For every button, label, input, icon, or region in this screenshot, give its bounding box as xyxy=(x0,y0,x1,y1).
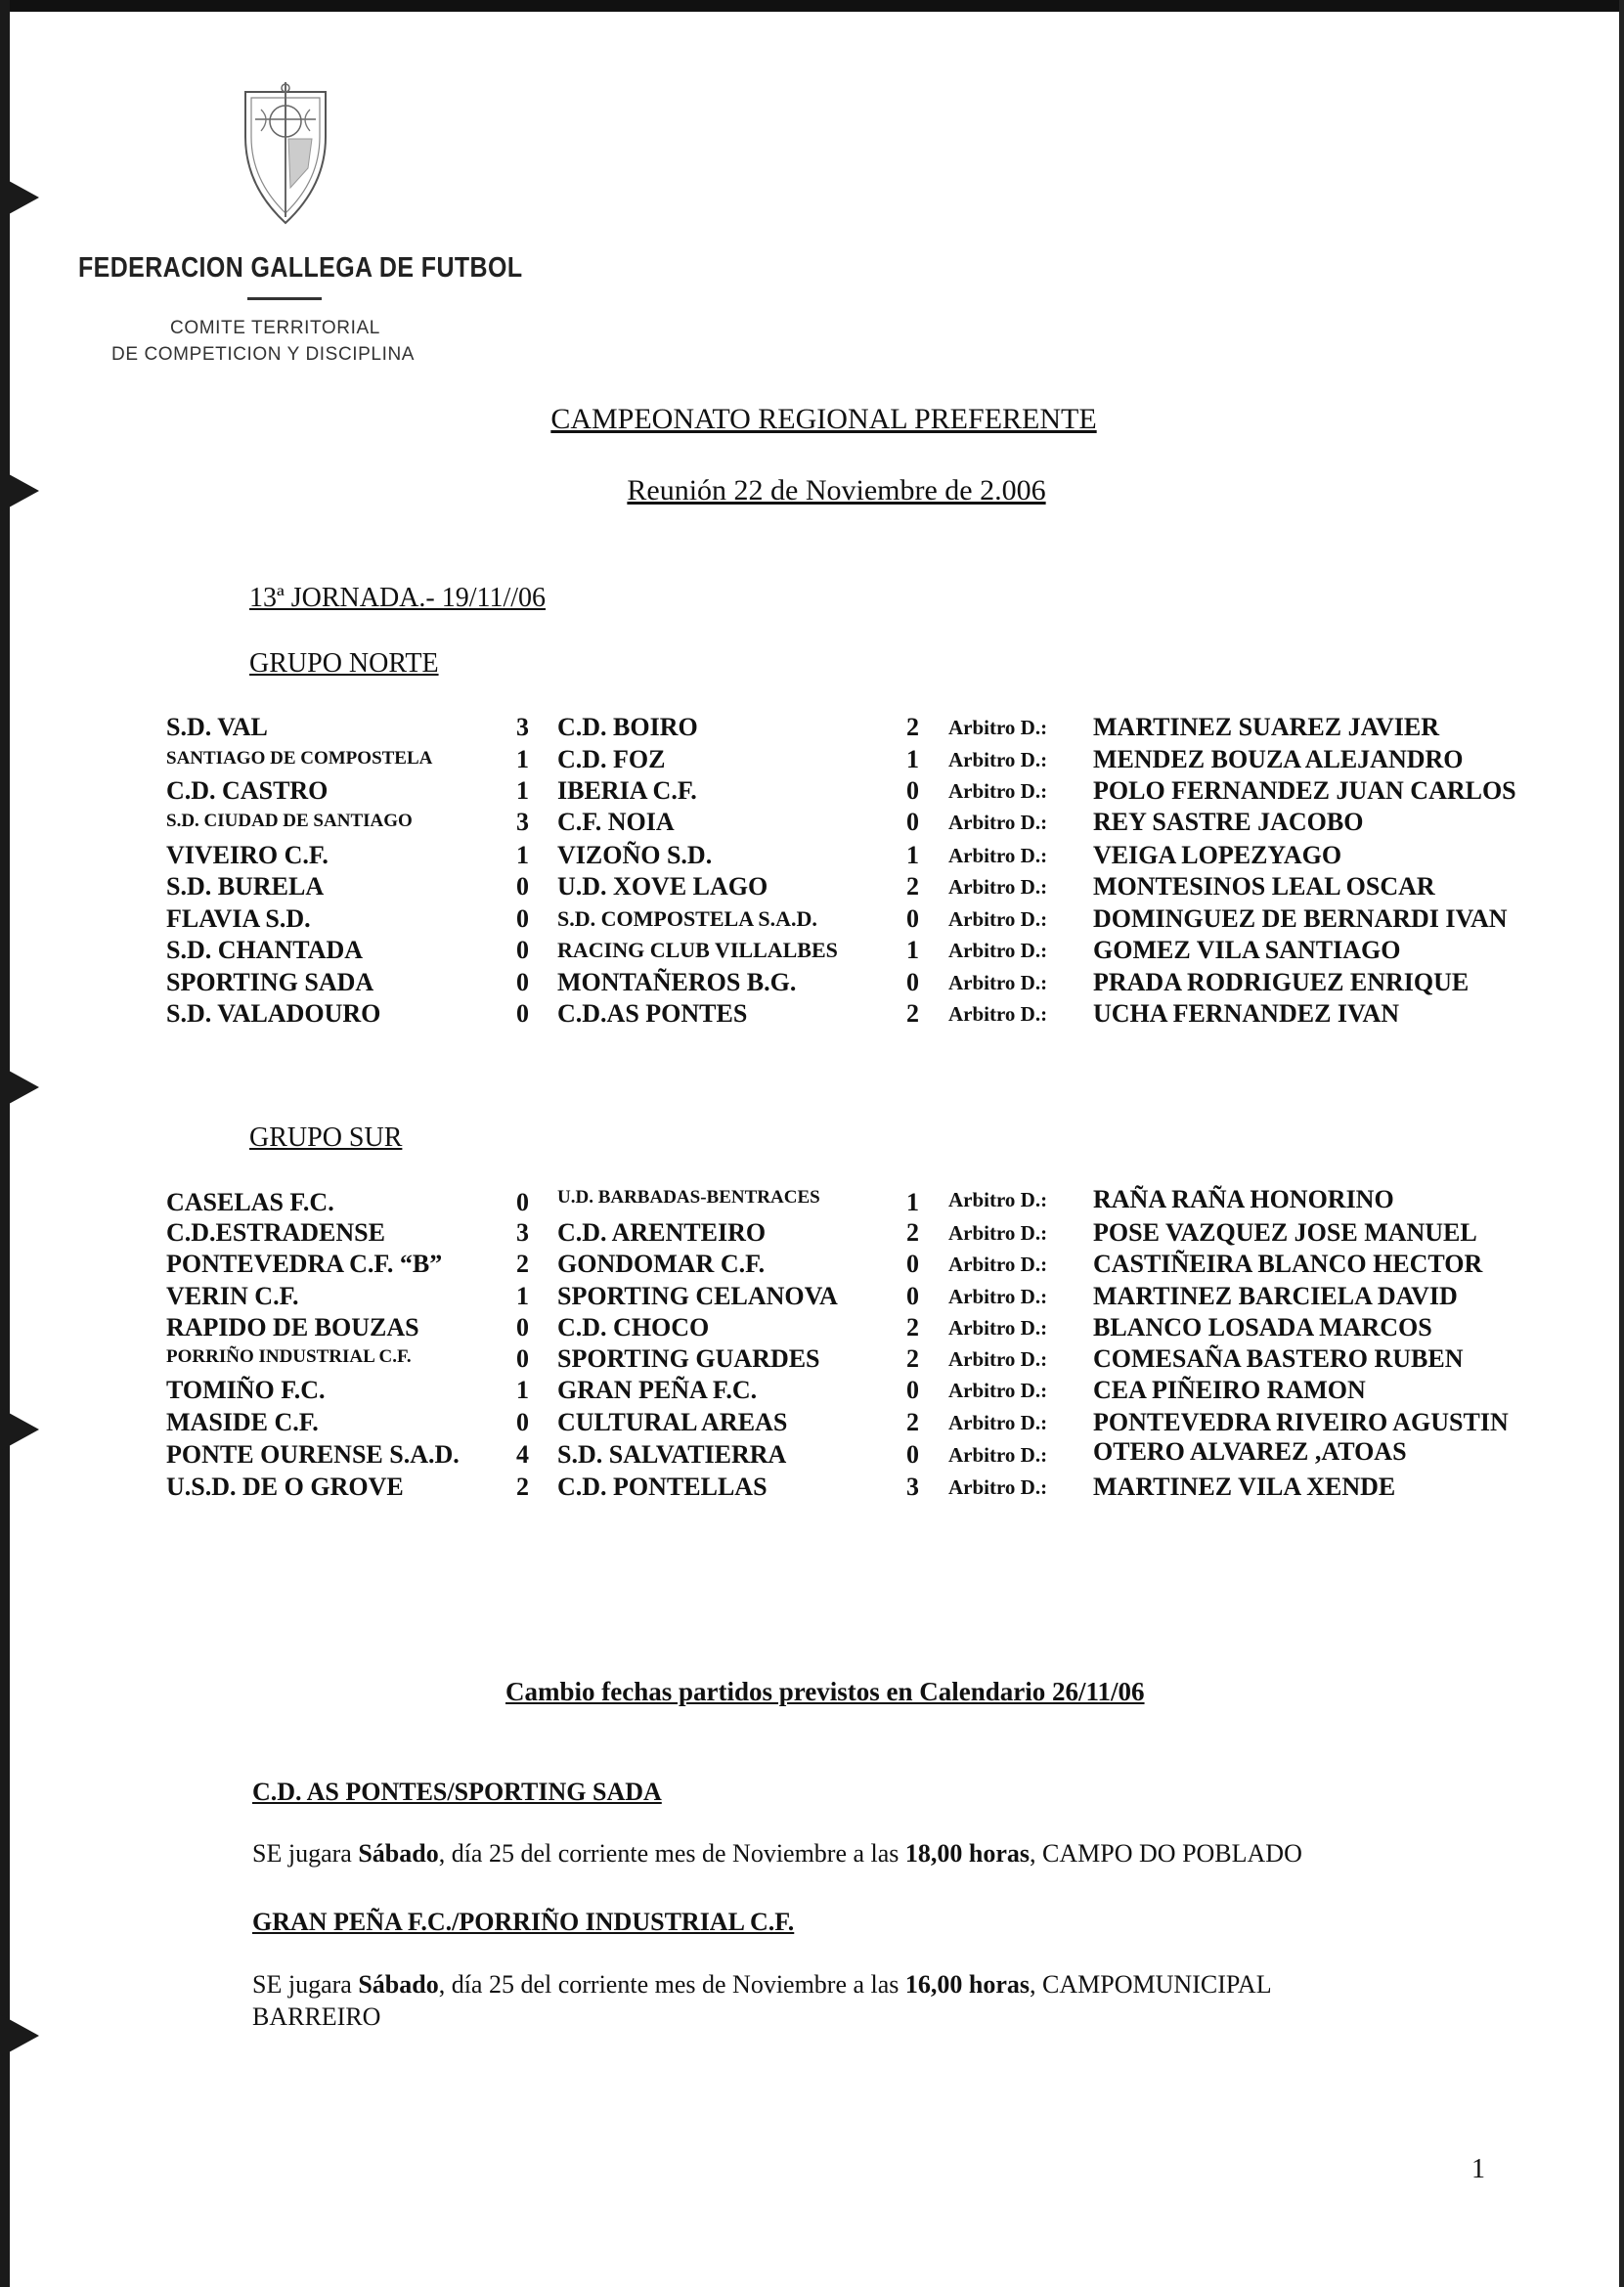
away-score: 0 xyxy=(906,1250,919,1278)
change-description xyxy=(252,1970,1272,2000)
away-team: S.D. SALVATIERRA xyxy=(557,1440,787,1469)
referee-label: Arbitro D.: xyxy=(948,716,1048,739)
away-team: U.D. XOVE LAGO xyxy=(557,872,768,901)
away-score: 0 xyxy=(906,808,919,836)
home-team: S.D. BURELA xyxy=(166,872,325,901)
referee-label: Arbitro D.: xyxy=(948,1379,1048,1402)
change-match-title: C.D. AS PONTES/SPORTING SADA xyxy=(252,1778,662,1806)
away-team: VIZOÑO S.D. xyxy=(557,841,713,869)
referee-name: REY SASTRE JACOBO xyxy=(1093,808,1364,836)
home-score: 0 xyxy=(516,904,529,933)
referee-label: Arbitro D.: xyxy=(948,939,1048,962)
referee-name: PONTEVEDRA RIVEIRO AGUSTIN xyxy=(1093,1408,1509,1436)
away-score: 2 xyxy=(906,872,919,901)
referee-name: MENDEZ BOUZA ALEJANDRO xyxy=(1093,745,1464,773)
scan-border-top xyxy=(0,0,1624,12)
away-score: 2 xyxy=(906,713,919,741)
letterhead-divider xyxy=(247,297,322,300)
change-text: , día 25 del corriente mes de Noviembre a las xyxy=(438,1839,905,1868)
home-score: 0 xyxy=(516,999,529,1028)
change-day: Sábado xyxy=(358,1970,439,1999)
referee-label: Arbitro D.: xyxy=(948,875,1048,899)
grupo-norte-heading: GRUPO NORTE xyxy=(249,648,439,679)
grupo-sur-heading: GRUPO SUR xyxy=(249,1122,403,1153)
away-score: 2 xyxy=(906,1344,919,1373)
referee-label: Arbitro D.: xyxy=(948,1002,1048,1026)
changes-heading: Cambio fechas partidos previstos en Calendario 26/11/06 xyxy=(505,1677,1145,1706)
away-team: MONTAÑEROS B.G. xyxy=(557,968,797,996)
home-score: 1 xyxy=(516,841,529,869)
away-team: CULTURAL AREAS xyxy=(557,1408,788,1436)
home-team: PONTEVEDRA C.F. “B” xyxy=(166,1250,443,1278)
away-score: 1 xyxy=(906,936,919,964)
away-team: C.D.AS PONTES xyxy=(557,999,748,1028)
referee-label: Arbitro D.: xyxy=(948,1221,1048,1245)
away-score: 2 xyxy=(906,1218,919,1247)
away-score: 1 xyxy=(906,745,919,773)
page-number: 1 xyxy=(1471,2154,1485,2184)
home-team: VIVEIRO C.F. xyxy=(166,841,329,869)
away-team: C.D. ARENTEIRO xyxy=(557,1218,767,1247)
scan-notch xyxy=(0,1066,39,1109)
referee-label: Arbitro D.: xyxy=(948,1411,1048,1434)
referee-label: Arbitro D.: xyxy=(948,811,1048,834)
home-score: 1 xyxy=(516,1376,529,1404)
home-team: U.S.D. DE O GROVE xyxy=(166,1473,404,1501)
home-team: FLAVIA S.D. xyxy=(166,904,311,933)
away-team: S.D. COMPOSTELA S.A.D. xyxy=(557,906,817,931)
change-time: 16,00 horas xyxy=(904,1970,1031,1999)
referee-name: DOMINGUEZ DE BERNARDI IVAN xyxy=(1093,904,1508,933)
scan-notch xyxy=(0,2014,39,2057)
jornada-heading: 13ª JORNADA.- 19/11//06 xyxy=(249,583,547,613)
change-venue-continued: BARREIRO xyxy=(252,2002,381,2031)
away-score: 2 xyxy=(906,1313,919,1341)
change-time: 18,00 horas xyxy=(904,1839,1031,1868)
home-score: 3 xyxy=(516,808,529,836)
referee-label: Arbitro D.: xyxy=(948,1443,1048,1467)
referee-label: Arbitro D.: xyxy=(948,907,1048,931)
away-score: 2 xyxy=(906,999,919,1028)
away-team: SPORTING CELANOVA xyxy=(557,1282,838,1310)
away-score: 0 xyxy=(906,1282,919,1310)
committee-line-1: COMITE TERRITORIAL xyxy=(170,318,380,338)
home-score: 0 xyxy=(516,872,529,901)
referee-name: CEA PIÑEIRO RAMON xyxy=(1093,1376,1366,1404)
scan-notch xyxy=(0,1408,39,1451)
committee-line-2: DE COMPETICION Y DISCIPLINA xyxy=(111,344,416,365)
home-team: SPORTING SADA xyxy=(166,968,374,996)
change-day: Sábado xyxy=(358,1839,439,1868)
home-score: 0 xyxy=(516,1188,529,1216)
home-team: C.D.ESTRADENSE xyxy=(166,1218,385,1247)
federation-crest-icon xyxy=(241,80,329,227)
home-team: VERIN C.F. xyxy=(166,1282,299,1310)
away-team: C.F. NOIA xyxy=(557,808,675,836)
change-match-title: GRAN PEÑA F.C./PORRIÑO INDUSTRIAL C.F. xyxy=(252,1908,795,1936)
scan-notch xyxy=(0,176,39,219)
referee-label: Arbitro D.: xyxy=(948,1188,1048,1211)
referee-label: Arbitro D.: xyxy=(948,779,1048,803)
away-score: 0 xyxy=(906,904,919,933)
home-team: SANTIAGO DE COMPOSTELA xyxy=(166,748,433,769)
home-score: 3 xyxy=(516,1218,529,1247)
referee-name: MARTINEZ SUAREZ JAVIER xyxy=(1093,713,1440,741)
away-team: C.D. PONTELLAS xyxy=(557,1473,768,1501)
change-text: , día 25 del corriente mes de Noviembre a las xyxy=(438,1970,905,1999)
referee-name: POLO FERNANDEZ JUAN CARLOS xyxy=(1093,776,1516,805)
home-score: 4 xyxy=(516,1440,529,1469)
scan-border-right xyxy=(1619,0,1624,2287)
home-team: S.D. VALADOURO xyxy=(166,999,381,1028)
home-score: 1 xyxy=(516,776,529,805)
home-team: S.D. CHANTADA xyxy=(166,936,364,964)
change-venue: , CAMPO DO POBLADO xyxy=(1030,1839,1302,1868)
away-score: 3 xyxy=(906,1473,919,1501)
home-score: 1 xyxy=(516,745,529,773)
home-team: C.D. CASTRO xyxy=(166,776,329,805)
home-score: 0 xyxy=(516,936,529,964)
referee-label: Arbitro D.: xyxy=(948,844,1048,867)
home-score: 2 xyxy=(516,1473,529,1501)
away-score: 2 xyxy=(906,1408,919,1436)
referee-label: Arbitro D.: xyxy=(948,971,1048,994)
meeting-date: Reunión 22 de Noviembre de 2.006 xyxy=(627,474,1046,506)
away-team: U.D. BARBADAS-BENTRACES xyxy=(557,1187,820,1208)
referee-label: Arbitro D.: xyxy=(948,1475,1048,1499)
change-venue: , CAMPOMUNICIPAL xyxy=(1030,1970,1272,1999)
referee-name: RAÑA RAÑA HONORINO xyxy=(1093,1185,1394,1213)
change-description xyxy=(252,1839,1302,1869)
referee-name: VEIGA LOPEZYAGO xyxy=(1093,841,1342,869)
home-team: S.D. CIUDAD DE SANTIAGO xyxy=(166,811,413,831)
home-team: CASELAS F.C. xyxy=(166,1188,334,1216)
home-score: 3 xyxy=(516,713,529,741)
away-team: RACING CLUB VILLALBES xyxy=(557,938,838,962)
home-score: 0 xyxy=(516,1344,529,1373)
referee-name: COMESAÑA BASTERO RUBEN xyxy=(1093,1344,1464,1373)
away-team: C.D. FOZ xyxy=(557,745,666,773)
away-team: SPORTING GUARDES xyxy=(557,1344,820,1373)
home-team: PONTE OURENSE S.A.D. xyxy=(166,1440,460,1469)
referee-label: Arbitro D.: xyxy=(948,1253,1048,1276)
away-score: 0 xyxy=(906,776,919,805)
referee-label: Arbitro D.: xyxy=(948,1316,1048,1340)
home-score: 1 xyxy=(516,1282,529,1310)
federation-name: FEDERACION GALLEGA DE FUTBOL xyxy=(78,252,523,284)
away-team: IBERIA C.F. xyxy=(557,776,697,805)
referee-name: OTERO ALVAREZ ,ATOAS xyxy=(1093,1437,1407,1466)
away-team: C.D. CHOCO xyxy=(557,1313,710,1341)
away-score: 0 xyxy=(906,1376,919,1404)
referee-name: PRADA RODRIGUEZ ENRIQUE xyxy=(1093,968,1470,996)
change-text: SE jugara xyxy=(252,1970,359,1999)
home-score: 2 xyxy=(516,1250,529,1278)
home-team: MASIDE C.F. xyxy=(166,1408,319,1436)
document-title: CAMPEONATO REGIONAL PREFERENTE xyxy=(550,403,1097,435)
home-team: PORRIÑO INDUSTRIAL C.F. xyxy=(166,1346,412,1367)
home-score: 0 xyxy=(516,968,529,996)
referee-name: GOMEZ VILA SANTIAGO xyxy=(1093,936,1401,964)
away-score: 0 xyxy=(906,1440,919,1469)
referee-name: UCHA FERNANDEZ IVAN xyxy=(1093,999,1400,1028)
referee-name: MARTINEZ VILA XENDE xyxy=(1093,1473,1396,1501)
home-team: TOMIÑO F.C. xyxy=(166,1376,326,1404)
away-team: C.D. BOIRO xyxy=(557,713,698,741)
scan-border-left xyxy=(0,0,10,2287)
referee-name: BLANCO LOSADA MARCOS xyxy=(1093,1313,1432,1341)
away-team: GRAN PEÑA F.C. xyxy=(557,1376,758,1404)
home-score: 0 xyxy=(516,1313,529,1341)
home-score: 0 xyxy=(516,1408,529,1436)
referee-name: CASTIÑEIRA BLANCO HECTOR xyxy=(1093,1250,1483,1278)
home-team: S.D. VAL xyxy=(166,713,268,741)
home-team: RAPIDO DE BOUZAS xyxy=(166,1313,419,1341)
away-score: 1 xyxy=(906,1188,919,1216)
referee-label: Arbitro D.: xyxy=(948,1347,1048,1371)
referee-name: POSE VAZQUEZ JOSE MANUEL xyxy=(1093,1218,1477,1247)
referee-name: MARTINEZ BARCIELA DAVID xyxy=(1093,1282,1458,1310)
change-text: SE jugara xyxy=(252,1839,359,1868)
away-team: GONDOMAR C.F. xyxy=(557,1250,766,1278)
referee-label: Arbitro D.: xyxy=(948,748,1048,771)
referee-name: MONTESINOS LEAL OSCAR xyxy=(1093,872,1435,901)
away-score: 0 xyxy=(906,968,919,996)
away-score: 1 xyxy=(906,841,919,869)
referee-label: Arbitro D.: xyxy=(948,1285,1048,1308)
